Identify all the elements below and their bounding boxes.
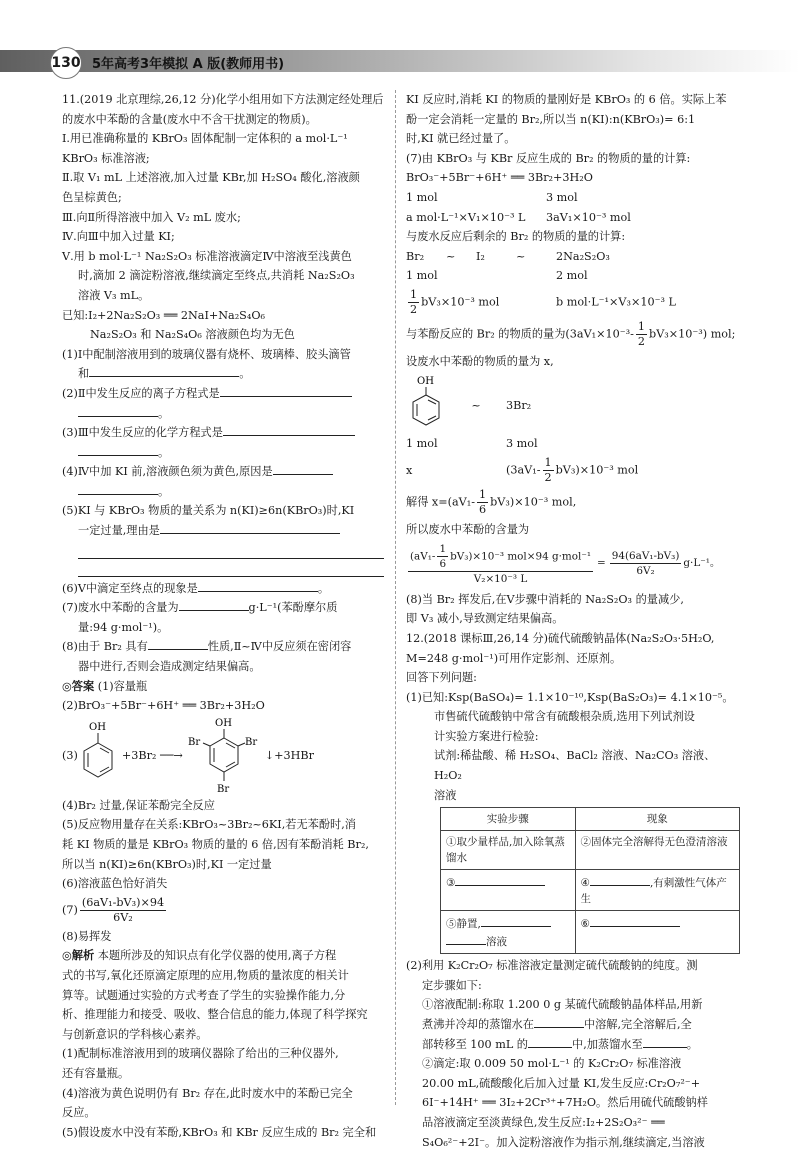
table-cell bbox=[575, 911, 739, 954]
q12-2-e2: 中,加蒸馏水至 bbox=[572, 1037, 643, 1051]
explanation-e5: (5)假设废水中没有苯酚,KBrO₃ 和 KBr 反应生成的 Br₂ 完全和 bbox=[62, 1125, 377, 1139]
table-cell bbox=[575, 870, 739, 911]
q11-6: (6)Ⅴ中滴定至终点的现象是 。 bbox=[62, 579, 384, 599]
page-header bbox=[0, 0, 800, 80]
known-1: 已知:I₂+2Na₂S₂O₃ ══ 2NaI+Na₂S₄O₆ bbox=[62, 308, 265, 322]
phenol-x: x bbox=[406, 463, 413, 477]
ratio-1-right: 3 mol bbox=[546, 190, 578, 204]
answer-blank bbox=[273, 462, 333, 475]
half-den: 2 bbox=[410, 302, 418, 316]
phenol-structure bbox=[78, 719, 118, 793]
q11-3-cont: 。 bbox=[62, 443, 384, 463]
answer-3-tail: ↓+3HBr bbox=[264, 749, 315, 763]
frac-one: 1 bbox=[637, 319, 646, 333]
q11-4-cont: 。 bbox=[62, 482, 384, 502]
answer-blank bbox=[528, 1035, 572, 1048]
chain-br2: Br₂ bbox=[406, 249, 425, 263]
cell-label: ⑥ bbox=[580, 918, 590, 931]
table-row bbox=[441, 870, 740, 911]
cell-label: ③ bbox=[446, 877, 456, 890]
answer-blank bbox=[198, 579, 318, 592]
chain-row-2 bbox=[406, 266, 736, 286]
q12-2-d2: 中溶解,完全溶解后,全 bbox=[583, 1018, 692, 1032]
table-row bbox=[441, 911, 740, 954]
ratio-1-left: 1 mol bbox=[406, 190, 438, 204]
q12-1: (1)已知:Ksp(BaSO₄)= 1.1×10⁻¹⁰,Ksp(BaS₂O₃)= 4.1×10⁻⁵。 bbox=[406, 690, 734, 704]
answer-blank bbox=[446, 932, 486, 945]
answer-5: (5)反应物用量存在关系:KBrO₃~3Br₂~6KI,若无苯酚时,消 bbox=[62, 818, 356, 832]
phenol-1mol: 1 mol bbox=[406, 436, 438, 450]
chain-row-1 bbox=[406, 247, 736, 267]
equation-1-left: BrO₃⁻+5Br⁻+6H⁺ bbox=[406, 171, 508, 185]
right-column bbox=[406, 90, 736, 1152]
phenol-tilde: ~ bbox=[471, 398, 481, 412]
q11-7-text: (7)废水中苯酚的含量为 bbox=[62, 601, 179, 615]
step-1: Ⅰ.用已准确称量的 KBrO₃ 固体配制一定体积的 a mol·L⁻¹ bbox=[62, 132, 348, 146]
tribromophenol-structure bbox=[187, 716, 261, 796]
oh-label: OH bbox=[214, 717, 232, 729]
q11-8-text2: 性质,Ⅱ~Ⅳ中反应须在密闭容 bbox=[207, 640, 352, 654]
table-header-phenomena: 现象 bbox=[575, 808, 739, 831]
q11-7 bbox=[62, 598, 384, 618]
answer-5-cont: 耗 KI 物质的量是 KBrO₃ 物质的量的 6 倍,因有苯酚消耗 Br₂, bbox=[62, 838, 369, 851]
result-fraction bbox=[610, 549, 682, 578]
equation-1-right: 3Br₂+3H₂O bbox=[527, 171, 593, 185]
chain-tilde: ~ bbox=[446, 249, 456, 263]
chain-i2: I₂ bbox=[476, 249, 485, 263]
answer-line bbox=[78, 559, 384, 577]
table-header-steps: 实验步骤 bbox=[441, 808, 576, 831]
q12-2-g: 20.00 mL,硫酸酸化后加入过量 KI,发生反应:Cr₂O₇²⁻+ bbox=[422, 1076, 701, 1090]
br-label: Br bbox=[187, 736, 200, 748]
big-fraction bbox=[408, 542, 593, 586]
q12-intro: 12.(2018 课标Ⅲ,26,14 分)硫代硫酸钠晶体(Na₂S₂O₃·5H₂O, bbox=[406, 631, 715, 645]
q12-2-cont: 定步骤如下: bbox=[422, 978, 482, 992]
q12-2-j: S₄O₆²⁻+2I⁻。加入淀粉溶液作为指示剂,继续滴定,当溶液 bbox=[422, 1135, 705, 1149]
phenol-3br2: 3Br₂ bbox=[506, 398, 532, 412]
q11-7-unit: g·L⁻¹(苯酚摩尔质 bbox=[248, 601, 338, 615]
explanation-4: 析、推理能力和接受、吸收、整合信息的能力,体现了科学探究 bbox=[62, 1008, 368, 1022]
chain-1mol: 1 mol bbox=[406, 269, 438, 283]
explanation-label: ◎解析 bbox=[62, 949, 95, 963]
explanation-2: 式的书写,氧化还原滴定原理的应用,物质的量浓度的相关计 bbox=[62, 968, 349, 982]
q12-2-f: ②滴定:取 0.009 50 mol·L⁻¹ 的 K₂Cr₂O₇ 标准溶液 bbox=[422, 1057, 682, 1071]
q12-1-cont2: 计实验方案进行检验: bbox=[434, 729, 539, 743]
column-divider bbox=[395, 90, 396, 1105]
explanation-r8: 所以废水中苯酚的含量为 bbox=[406, 523, 530, 537]
q11-1: (1)Ⅰ中配制溶液用到的玻璃仪器有烧杯、玻璃棒、胶头滴管 bbox=[62, 347, 351, 361]
table-cell bbox=[441, 870, 576, 911]
q11-7-cont: 量:94 g·mol⁻¹)。 bbox=[78, 620, 169, 634]
explanation-r3: 时,KI 就已经过量了。 bbox=[406, 132, 516, 146]
q12-2-d1: 煮沸并冷却的蒸馏水在 bbox=[422, 1018, 534, 1032]
ratio-2-left: a mol·L⁻¹×V₁×10⁻³ L bbox=[406, 210, 526, 224]
explanation-e4: (4)溶液为黄色说明仍有 Br₂ 存在,此时废水中的苯酚已完全 bbox=[62, 1086, 353, 1100]
explanation-label-text: 解析 bbox=[71, 949, 95, 963]
big-denominator: V₂×10⁻³ L bbox=[473, 572, 528, 585]
explanation-e4-cont: 反应。 bbox=[62, 1106, 96, 1120]
q11-1-text: 和 bbox=[78, 367, 90, 381]
ratio-row-2 bbox=[406, 208, 736, 228]
q12-2-c: ①溶液配制:称取 1.200 0 g 某硫代硫酸钠晶体样品,用新 bbox=[422, 998, 703, 1012]
answer-3-prefix: (3) bbox=[62, 749, 78, 763]
step-2: Ⅱ.取 V₁ mL 上述溶液,加入过量 KBr,加 H₂SO₄ 酸化,溶液颜 bbox=[62, 171, 360, 185]
result-numerator: 94(6aV₁-bV₃) bbox=[611, 550, 680, 563]
ratio-2-right: 3aV₁×10⁻³ mol bbox=[546, 210, 631, 224]
phenol-v-fraction bbox=[543, 456, 554, 485]
chain-tilde: ~ bbox=[516, 249, 526, 263]
answer-1: (1)容量瓶 bbox=[97, 679, 148, 693]
table-header-row bbox=[441, 808, 740, 831]
answer-8: (8)易挥发 bbox=[62, 929, 112, 943]
q12-2-i: 品溶液滴定至淡黄绿色,发生反应:I₂+2S₂O₃²⁻ ══ bbox=[422, 1116, 665, 1129]
equation-1: BrO₃⁻+5Br⁻+6H⁺ ══ 3Br₂+3H₂O bbox=[406, 171, 593, 185]
answer-label-text: 答案 bbox=[71, 679, 95, 693]
big-numerator bbox=[408, 542, 593, 572]
left-column bbox=[62, 90, 384, 1142]
q12-2-h: 6I⁻+14H⁺ ══ 3I₂+2Cr³⁺+7H₂O。然后用硫代硫酸钠样 bbox=[422, 1096, 708, 1110]
frac-six: 6 bbox=[439, 557, 447, 570]
br-label: Br bbox=[216, 783, 229, 795]
cell-label: ⑤静置, bbox=[446, 918, 481, 931]
cell-text: 溶液 bbox=[486, 936, 507, 949]
r6-text: 与苯酚反应的 Br₂ 的物质的量为(3aV₁×10⁻³- bbox=[406, 327, 634, 341]
final-formula: (aV₁- $\frac{1}{6}$ bV₃)×10⁻³ mol×94 g·mol⁻¹ V₂×10⁻³ L = $\frac{\text{94(6aV₁-bV₃)}}{\text{6V₂}}$ g·L⁻¹。 bbox=[410, 542, 721, 585]
solve-a: 解得 x=(aV₁- bbox=[406, 495, 475, 509]
q11-8-cont: 器中进行,否则会造成测定结果偏高。 bbox=[78, 660, 261, 674]
br-label: Br bbox=[244, 736, 257, 748]
answer-2: (2)BrO₃⁻+5Br⁻+6H⁺ ══ 3Br₂+3H₂O bbox=[62, 699, 265, 713]
phenol-structure-2 bbox=[406, 374, 446, 434]
q11-2-cont: 。 bbox=[62, 404, 384, 424]
inner-fraction bbox=[437, 542, 448, 571]
answer-label: ◎答案 bbox=[62, 679, 95, 693]
big-num-b: bV₃)×10⁻³ mol×94 g·mol⁻¹ bbox=[450, 550, 592, 563]
answer-blank bbox=[481, 914, 551, 927]
solve-row bbox=[406, 488, 736, 517]
explanation-r10: 即 V₃ 减小,导致测定结果偏高。 bbox=[406, 612, 564, 626]
q11-2-text: (2)Ⅱ中发生反应的离子方程式是 bbox=[62, 386, 220, 400]
step-4: Ⅳ.向Ⅲ中加入过量 KI; bbox=[62, 230, 175, 244]
explanation-r1: KI 反应时,消耗 KI 的物质的量刚好是 KBrO₃ 的 6 倍。实际上苯 bbox=[406, 93, 727, 106]
explanation-r4: (7)由 KBrO₃ 与 KBr 反应生成的 Br₂ 的物质的量的计算: bbox=[406, 151, 691, 165]
half-fraction bbox=[408, 288, 419, 317]
q11-5-text: 一定过量,理由是 bbox=[78, 524, 160, 538]
frac-one: 1 bbox=[544, 456, 552, 470]
explanation-r9: (8)当 Br₂ 挥发后,在Ⅴ步骤中消耗的 Na₂S₂O₃ 的量减少, bbox=[406, 592, 684, 606]
chain-2mol: 2 mol bbox=[556, 269, 588, 283]
answer-7-prefix: (7) bbox=[62, 903, 78, 917]
answer-7-numerator: (6aV₁-bV₃)×94 bbox=[81, 895, 165, 909]
answer-7-denominator: 6V₂ bbox=[113, 910, 133, 924]
q11-6-text: (6)Ⅴ中滴定至终点的现象是 bbox=[62, 581, 198, 595]
phenol-row-2 bbox=[406, 434, 736, 454]
step-2-cont: 色呈棕黄色; bbox=[62, 190, 122, 204]
result-unit: g·L⁻¹。 bbox=[683, 557, 721, 570]
q11-8-text: (8)由于 Br₂ 具有 bbox=[62, 640, 148, 654]
q12-2-d bbox=[406, 1015, 736, 1035]
q12-1-reagents-cont: 溶液 bbox=[434, 788, 457, 802]
q11-4-text: (4)Ⅳ中加 KI 前,溶液颜色须为黄色,原因是 bbox=[62, 465, 273, 479]
explanation-r7: 设废水中苯酚的物质的量为 x, bbox=[406, 354, 554, 368]
q12-prompt: 回答下列问题: bbox=[406, 671, 477, 685]
answer-4: (4)Br₂ 过量,保证苯酚完全反应 bbox=[62, 798, 215, 812]
chain-half bbox=[406, 288, 556, 317]
answer-blank bbox=[643, 1035, 687, 1048]
frac-two: 2 bbox=[637, 334, 646, 348]
explanation-r2: 酚一定会消耗一定量的 Br₂,所以当 n(KI):n(KBrO₃)= 6:1 bbox=[406, 112, 696, 126]
answer-blank bbox=[223, 423, 355, 436]
chain-na2s2o3: 2Na₂S₂O₃ bbox=[556, 249, 610, 263]
answer-blank bbox=[78, 443, 158, 456]
q12-2: (2)利用 K₂Cr₂O₇ 标准溶液定量测定硫代硫酸钠的纯度。测 bbox=[406, 959, 698, 973]
answer-blank bbox=[179, 598, 249, 611]
cell-label: ④ bbox=[580, 877, 590, 890]
q12-intro-cont: M=248 g·mol⁻¹)可用作定影剂、还原剂。 bbox=[406, 651, 622, 665]
answer-blank bbox=[534, 1015, 584, 1028]
book-title: 5年高考3年模拟 A 版(教师用书) bbox=[92, 57, 285, 72]
experiment-table bbox=[440, 807, 740, 954]
step-5-cont2: 溶液 V₃ mL。 bbox=[78, 288, 150, 302]
q12-1-reagents: 试剂:稀盐酸、稀 H₂SO₄、BaCl₂ 溶液、Na₂CO₃ 溶液、H₂O₂ bbox=[434, 749, 716, 783]
half-num: 1 bbox=[410, 287, 418, 301]
frac-two: 2 bbox=[544, 471, 552, 485]
answer-blank bbox=[78, 482, 158, 495]
answer-blank bbox=[590, 914, 680, 927]
step-3: Ⅲ.向Ⅱ所得溶液中加入 V₂ mL 废水; bbox=[62, 210, 241, 224]
explanation-e1: (1)配制标准溶液用到的玻璃仪器除了给出的三种仪器外, bbox=[62, 1047, 339, 1061]
cell-text: ,有刺激性气体产生 bbox=[580, 877, 727, 906]
q12-2-e3: 。 bbox=[686, 1037, 698, 1051]
ratio-row-1 bbox=[406, 188, 736, 208]
page-number: 130 bbox=[50, 47, 82, 79]
big-num-a: (aV₁- bbox=[410, 550, 436, 563]
solve-fraction bbox=[477, 488, 488, 517]
explanation-1 bbox=[62, 946, 384, 966]
answer-blank bbox=[590, 873, 650, 886]
explanation-r6 bbox=[406, 320, 736, 349]
table-row bbox=[441, 831, 740, 870]
half-tail: bV₃×10⁻³ mol bbox=[421, 295, 500, 309]
table-cell: ②固体完全溶解得无色澄清溶液 bbox=[575, 831, 739, 870]
answer-blank bbox=[148, 637, 208, 650]
chain-bmol: b mol·L⁻¹×V₃×10⁻³ L bbox=[556, 295, 676, 309]
result-denominator: 6V₂ bbox=[636, 565, 655, 578]
r6-tail: bV₃×10⁻³) mol; bbox=[649, 327, 736, 341]
oh-label: OH bbox=[88, 721, 106, 733]
answer-blank bbox=[455, 873, 545, 886]
q11-8 bbox=[62, 637, 384, 657]
phenol-row-3 bbox=[406, 456, 736, 485]
q11-3-text: (3)Ⅲ中发生反应的化学方程式是 bbox=[62, 426, 223, 440]
explanation-e1-cont: 还有容量瓶。 bbox=[62, 1066, 130, 1080]
answer-blank bbox=[89, 364, 239, 377]
q12-1-cont: 市售硫代硫酸钠中常含有硫酸根杂质,选用下列试剂设 bbox=[434, 710, 695, 724]
phenol-v-b: bV₃)×10⁻³ mol bbox=[555, 463, 639, 477]
table-cell bbox=[441, 911, 576, 954]
oh-label: OH bbox=[417, 375, 434, 387]
answer-section bbox=[62, 677, 384, 697]
solve-b: bV₃)×10⁻³ mol, bbox=[490, 495, 577, 509]
explanation-5: 与创新意识的学科核心素养。 bbox=[62, 1027, 208, 1041]
answer-3 bbox=[62, 716, 384, 796]
explanation-1-text: 本题所涉及的知识点有化学仪器的使用,离子方程 bbox=[97, 949, 337, 963]
answer-blank bbox=[160, 521, 340, 534]
frac-one: 1 bbox=[479, 488, 487, 502]
step-5-cont: 时,滴加 2 滴淀粉溶液,继续滴定至终点,共消耗 Na₂S₂O₃ bbox=[78, 269, 355, 283]
known-2: Na₂S₂O₃ 和 Na₂S₄O₆ 溶液颜色均为无色 bbox=[90, 328, 295, 342]
phenol-3mol: 3 mol bbox=[506, 436, 538, 450]
step-1-cont: KBrO₃ 标准溶液; bbox=[62, 151, 150, 165]
answer-blank bbox=[220, 384, 352, 397]
r6-fraction bbox=[636, 320, 647, 349]
answer-5-cont2: 所以当 n(KI)≥6n(KBrO₃)时,KI 一定过量 bbox=[62, 857, 272, 871]
table-cell: ①取少量样品,加入除氧蒸馏水 bbox=[441, 831, 576, 870]
q11-5: (5)KI 与 KBrO₃ 物质的量关系为 n(KI)≥6n(KBrO₃)时,KI bbox=[62, 504, 355, 518]
q11-5-cont bbox=[62, 521, 384, 541]
q11-intro: 11.(2019 北京理综,26,12 分)化学小组用如下方法测定经处理后的废水中苯酚的含量(废水中不含干扰测定的物质)。 bbox=[62, 93, 384, 126]
explanation-3: 算等。试题通过实验的方式考查了学生的实验操作能力,分 bbox=[62, 988, 346, 1002]
phenol-ratio-row bbox=[406, 372, 736, 434]
chain-row-3 bbox=[406, 288, 736, 317]
answer-blank bbox=[78, 404, 158, 417]
phenol-v-a: (3aV₁- bbox=[506, 463, 541, 477]
q12-2-e bbox=[406, 1035, 736, 1055]
q11-2 bbox=[62, 384, 384, 404]
answer-3-reaction: +3Br₂ ──→ bbox=[121, 749, 183, 763]
frac-one: 1 bbox=[439, 542, 447, 555]
answer-7-fraction bbox=[80, 896, 166, 925]
q11-3 bbox=[62, 423, 384, 443]
answer-line bbox=[78, 541, 384, 559]
q11-1-cont: 和 。 bbox=[62, 364, 384, 384]
q11-4 bbox=[62, 462, 384, 482]
answer-7 bbox=[62, 896, 384, 925]
q12-2-e1: 部转移至 100 mL 的 bbox=[422, 1037, 528, 1051]
frac-six: 6 bbox=[479, 503, 487, 517]
answer-6: (6)溶液蓝色恰好消失 bbox=[62, 877, 168, 891]
step-5: Ⅴ.用 b mol·L⁻¹ Na₂S₂O₃ 标准溶液滴定Ⅳ中溶液至浅黄色 bbox=[62, 249, 352, 263]
explanation-r5: 与废水反应后剩余的 Br₂ 的物质的量的计算: bbox=[406, 230, 626, 244]
